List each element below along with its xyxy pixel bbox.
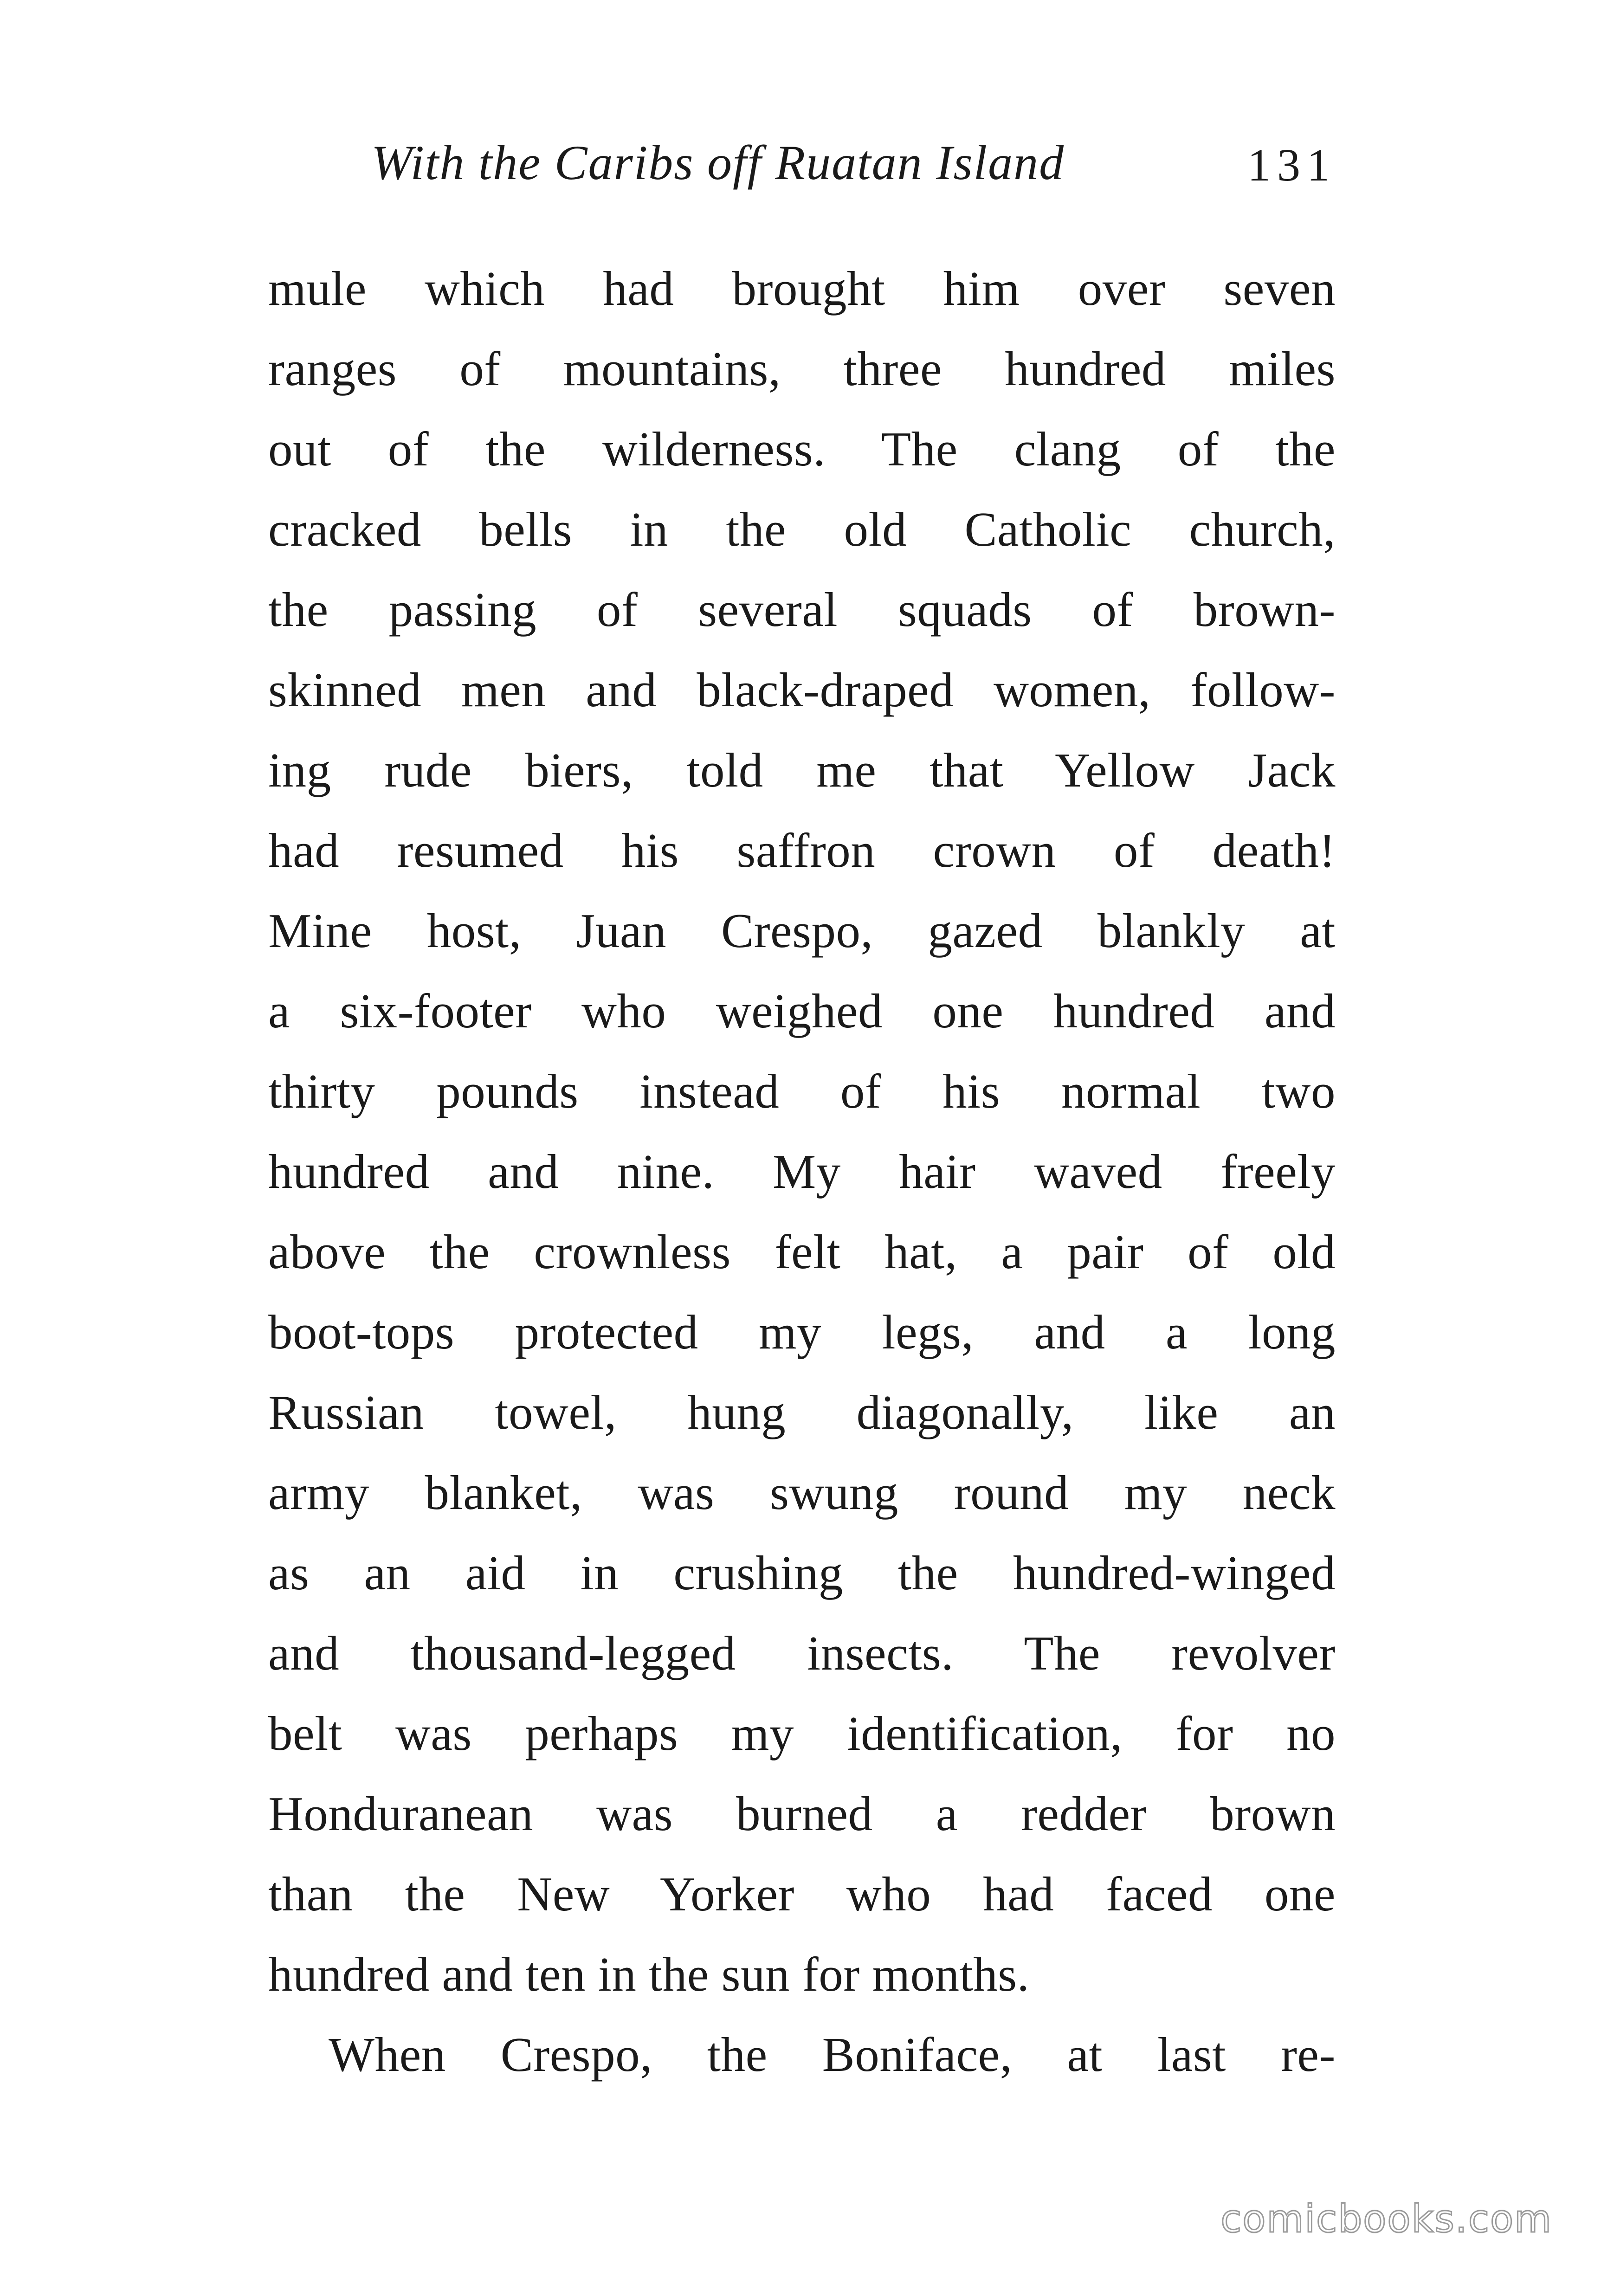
text-line: hundred and ten in the sun for months.: [268, 1947, 1030, 2001]
text-line: and thousand-legged insects. The revolver: [268, 1626, 1336, 1680]
watermark: comicbooks.com: [1220, 2197, 1552, 2241]
text-line: as an aid in crushing the hundred-winged: [268, 1546, 1336, 1600]
text-line: Mine host, Juan Crespo, gazed blankly at: [268, 903, 1336, 958]
text-line: had resumed his saffron crown of death!: [268, 823, 1336, 877]
text-line: hundred and nine. My hair waved freely: [268, 1144, 1336, 1199]
running-title: With the Caribs off Ruatan Island: [371, 135, 1065, 190]
text-line: When Crespo, the Boniface, at last re-: [329, 2027, 1336, 2082]
body-text: [268, 248, 1336, 2095]
text-line: belt was perhaps my identification, for no: [268, 1706, 1336, 1761]
text-line: ing rude biers, told me that Yellow Jack: [268, 743, 1336, 797]
text-line: skinned men and black-draped women, follow-: [268, 663, 1336, 717]
text-line: ranges of mountains, three hundred miles: [268, 342, 1336, 396]
text-line: thirty pounds instead of his normal two: [268, 1064, 1336, 1118]
page-number: 131: [1247, 139, 1336, 191]
text-line: above the crownless felt hat, a pair of old: [268, 1225, 1336, 1279]
text-line: the passing of several squads of brown-: [268, 582, 1336, 637]
text-line: cracked bells in the old Catholic church,: [268, 502, 1336, 556]
running-header: [371, 135, 1336, 200]
text-line: boot-tops protected my legs, and a long: [268, 1305, 1336, 1359]
text-line: mule which had brought him over seven: [268, 261, 1336, 316]
text-line: a six-footer who weighed one hundred and: [268, 984, 1336, 1038]
text-line: out of the wilderness. The clang of the: [268, 422, 1336, 476]
text-line: army blanket, was swung round my neck: [268, 1465, 1336, 1520]
text-line: Russian towel, hung diagonally, like an: [268, 1385, 1336, 1439]
text-line: Honduranean was burned a redder brown: [268, 1786, 1336, 1841]
text-line: than the New Yorker who had faced one: [268, 1867, 1336, 1921]
